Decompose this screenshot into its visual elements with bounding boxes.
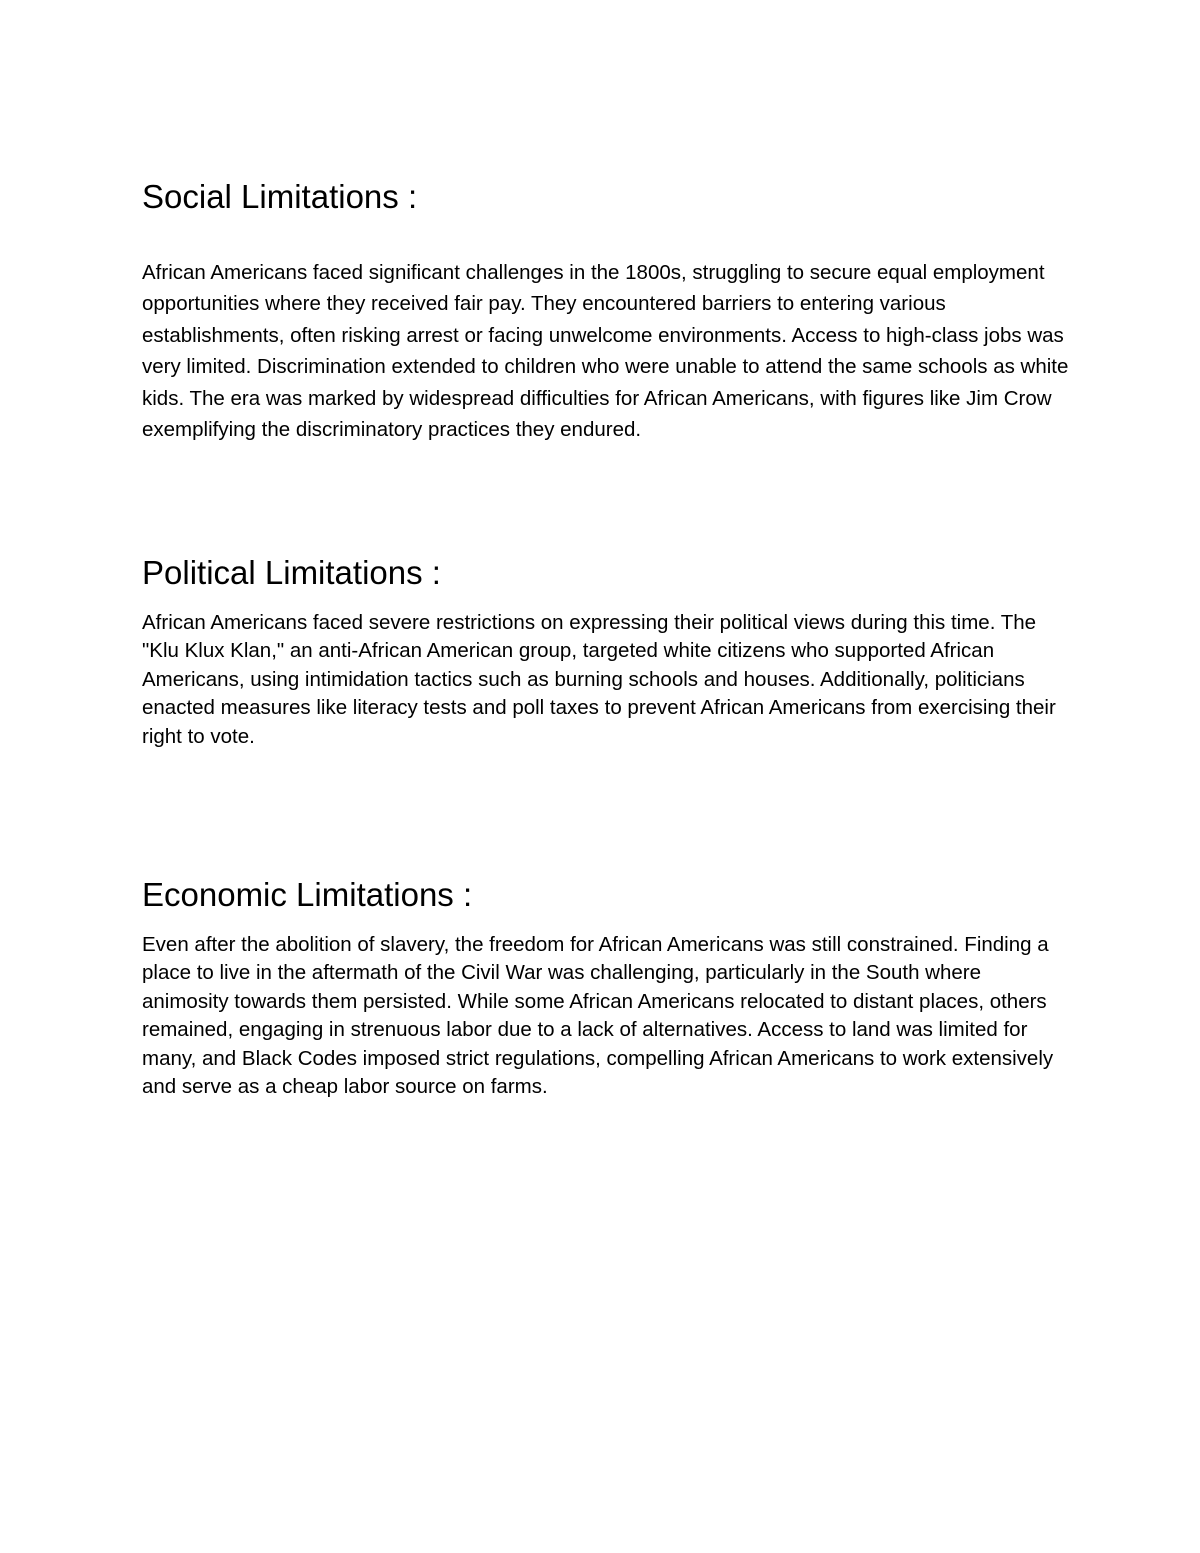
section-heading: Economic Limitations : xyxy=(142,876,473,913)
section-heading: Social Limitations : xyxy=(142,178,418,215)
political-limitations-section xyxy=(142,553,1072,751)
section-paragraph: Even after the abolition of slavery, the freedom for African Americans was still constrained. Finding a place to live in the aftermath of the Civil War was challenging, particularly in the South where animosity towards them persisted. While some African Americans relocated to distant places, others remained, engaging in strenuous labor due to a lack of alternatives. Access to land was limited for many, and Black Codes imposed strict regulations, compelling African Americans to work extensively and serve as a cheap labor source on farms. xyxy=(142,933,1054,1099)
economic-limitations-section xyxy=(142,875,1072,1101)
section-heading: Political Limitations : xyxy=(142,554,441,591)
section-paragraph: African Americans faced severe restrictions on expressing their political views during this time. The "Klu Klux Klan," an anti-African American group, targeted white citizens who supported African Americans, using intimidation tactics such as burning schools and houses. Additionally, politicians enacted measures like literacy tests and poll taxes to prevent African Americans from exercising their right to vote. xyxy=(142,611,1056,748)
social-limitations-section xyxy=(142,177,1072,445)
section-paragraph: African Americans faced significant challenges in the 1800s, struggling to secure equal employment opportunities where they received fair pay. They encountered barriers to entering various establishments, often risking arrest or facing unwelcome environments. Access to high-class jobs was very limited. Discrimination extended to children who were unable to attend the same schools as white kids. The era was marked by widespread difficulties for African Americans, with figures like Jim Crow exemplifying the discriminatory practices they endured. xyxy=(142,261,1069,442)
